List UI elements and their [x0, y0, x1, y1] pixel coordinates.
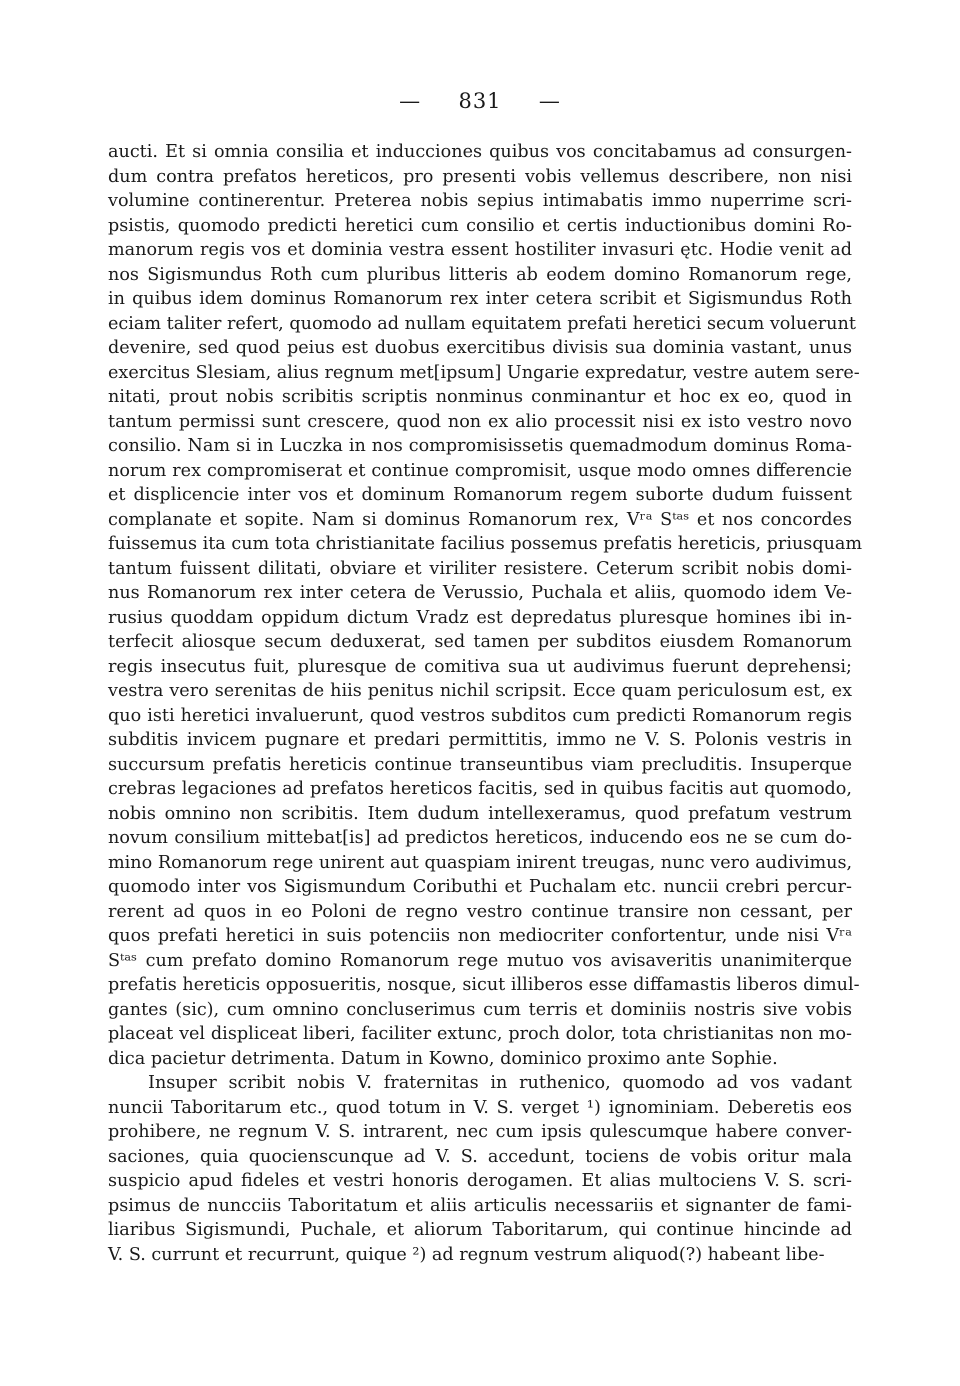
text-line: nos Sigismundus Roth cum pluribus litteris ab eodem domino Romanorum rege,: [108, 264, 852, 285]
text-line: quomodo inter vos Sigismundum Coributhi et Puchalam etc. nuncii crebri percur-: [108, 877, 852, 897]
text-line: quo isti heretici invaluerunt, quod vestros subditos cum predicti Romanorum regis: [108, 705, 852, 726]
text-line: tantum fuissent dilitati, obviare et viriliter resistere. Ceterum scribit nobis domi-: [108, 558, 852, 579]
text-line: exercitus Slesiam, alius regnum met[ipsum] Ungarie expredatur, vestre autem sere-: [108, 362, 860, 383]
text-line: psimus de nuncciis Taboritatum et aliis articulis necessariis et signanter de fami-: [108, 1195, 852, 1216]
text-line: prefatis hereticis opposueritis, nosque, sicut illiberos esse diffamastis liberos dimul-: [108, 975, 860, 995]
text-line: consilio. Nam si in Luczka in nos compromisissetis quemadmodum dominus Roma-: [108, 436, 852, 456]
text-line: volumine continerentur. Preterea nobis sepius intimabatis immo nuperrime scri-: [108, 191, 852, 211]
text-line: suspicio apud fideles et vestri honoris derogamen. Et alias multociens V. S. scri-: [108, 1171, 852, 1191]
paragraph: [108, 1071, 852, 1267]
text-line: quos prefati heretici in suis potenciis non mediocriter confortentur, unde nisi Vʳᵃ: [108, 926, 852, 946]
page-number: 831: [458, 89, 502, 113]
text-line: prohibere, ne regnum V. S. intrarent, nec cum ipsis qulescumque habere conver-: [108, 1122, 852, 1142]
document-page: [108, 88, 863, 1267]
header-dash-left: —: [399, 89, 422, 113]
text-line: nitati, prout nobis scribitis scriptis nonminus conminantur et hoc ex eo, quod in: [108, 387, 852, 407]
text-line: Insuper scribit nobis V. fraternitas in ruthenico, quomodo ad vos vadant: [148, 1073, 852, 1093]
text-line: et displicencie inter vos et dominum Romanorum regem suborte dudum fuissent: [108, 485, 852, 505]
text-line: terfecit aliosque secum deduxerat, sed tamen per subditos eiusdem Romanorum: [108, 632, 852, 652]
text-line: dica pacietur detrimenta. Datum in Kowno, dominico proximo ante Sophie.: [108, 1048, 778, 1069]
page-header: [108, 88, 852, 114]
text-line: eciam taliter refert, quomodo ad nullam equitatem prefati heretici secum voluerunt: [108, 313, 856, 334]
text-line: saciones, quia quocienscunque ad V. S. accedunt, tociens de vobis oritur mala: [108, 1146, 852, 1167]
text-line: fuissemus ita cum tota christianitate facilius possemus prefatis hereticis, priusquam: [108, 534, 863, 554]
text-line: dum contra prefatos hereticos, pro presenti vobis vellemus describere, non nisi: [108, 166, 852, 187]
text-line: rerent ad quos in eo Poloni de regno vestro continue transire non cessant, per: [108, 901, 852, 922]
body-text: [108, 140, 863, 1267]
text-line: regis insecutus fuit, pluresque de comitiva sua ut audivimus fuerunt deprehensi;: [108, 656, 852, 677]
text-line: crebras legaciones ad prefatos hereticos facitis, sed in quibus facitis aut quomodo,: [108, 779, 852, 799]
text-line: nuncii Taboritarum etc., quod totum in V. S. verget ¹) ignominiam. Deberetis eos: [108, 1097, 852, 1118]
text-line: norum rex compromiserat et continue compromisit, usque modo omnes differencie: [108, 460, 852, 481]
text-line: subditis invicem pugnare et predari permittitis, immo ne V. S. Polonis vestris in: [108, 730, 852, 750]
text-line: rusius quoddam oppidum dictum Vradz est depredatus pluresque homines ibi in-: [108, 607, 852, 628]
text-line: placeat vel displiceat liberi, faciliter extunc, proch dolor, tota christianitas non mo-: [108, 1024, 852, 1044]
text-line: liaribus Sigismundi, Puchale, et aliorum Taboritarum, qui continue hincinde ad: [108, 1220, 852, 1240]
text-line: gantes (sic), cum omnino concluserimus cum terris et dominiis nostris sive vobis: [108, 999, 852, 1020]
paragraph: [108, 140, 863, 1071]
header-dash-right: —: [538, 89, 561, 113]
text-line: succursum prefatis hereticis continue transeuntibus viam precluditis. Insuperque: [108, 754, 852, 775]
text-line: complanate et sopite. Nam si dominus Romanorum rex, Vʳᵃ Sᵗᵃˢ et nos concordes: [108, 509, 852, 530]
text-line: mino Romanorum rege unirent aut quaspiam inirent treugas, nunc vero audivimus,: [108, 852, 853, 873]
text-line: manorum regis vos et dominia vestra essent hostiliter invasuri ętc. Hodie venit ad: [108, 240, 852, 260]
text-line: Sᵗᵃˢ cum prefato domino Romanorum rege mutuo vos avisaveritis unanimiterque: [108, 950, 852, 971]
text-line: tantum permissi sunt crescere, quod non ex alio processit nisi ex isto vestro novo: [108, 411, 852, 432]
text-line: devenire, sed quod peius est duobus exercitibus divisis sua dominia vastant, unus: [108, 338, 852, 358]
text-line: in quibus idem dominus Romanorum rex inter cetera scribit et Sigismundus Roth: [108, 289, 852, 309]
text-line: aucti. Et si omnia consilia et inducciones quibus vos concitabamus ad consurgen-: [108, 142, 852, 162]
text-line: psistis, quomodo predicti heretici cum consilio et certis inductionibus domini Ro-: [108, 215, 852, 236]
text-line: vestra vero serenitas de hiis penitus nichil scripsit. Ecce quam periculosum est, ex: [108, 681, 852, 701]
text-line: V. S. currunt et recurrunt, quique ²) ad regnum vestrum aliquod(?) habeant libe-: [108, 1244, 825, 1265]
text-line: nus Romanorum rex inter cetera de Verussio, Puchala et aliis, quomodo idem Ve-: [108, 583, 852, 603]
text-line: nobis omnino non scribitis. Item dudum intellexeramus, quod prefatum vestrum: [108, 803, 852, 824]
text-line: novum consilium mittebat[is] ad predictos hereticos, inducendo eos ne se cum do-: [108, 828, 852, 848]
